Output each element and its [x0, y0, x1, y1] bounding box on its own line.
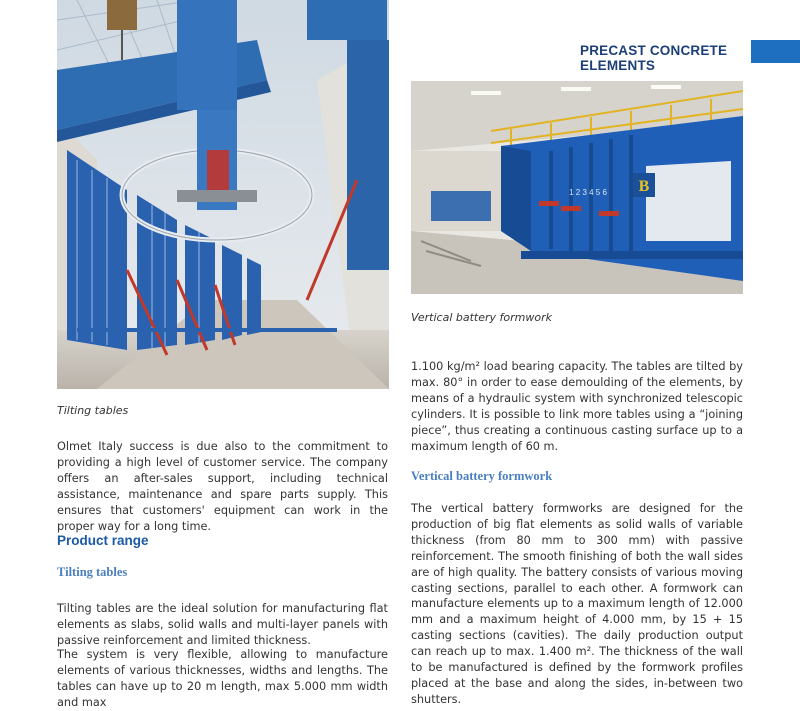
product-range-heading: Product range: [57, 533, 149, 548]
vertical-battery-caption: Vertical battery formwork: [411, 311, 552, 324]
vertical-battery-photo: [411, 81, 743, 294]
battery-letter-label: B: [638, 178, 650, 195]
battery-number-label: 1 2 3 4 5 6: [569, 188, 607, 197]
tilting-tables-heading: Tilting tables: [57, 565, 128, 579]
tilting-tables-caption: Tilting tables: [57, 404, 129, 417]
header-accent-bar: [751, 40, 800, 63]
tilting-tables-paragraph: Tilting tables are the ideal solution for manufacturing flat elements as slabs, solid walls and multi-layer panels with passive reinforcement and limited thickness.: [57, 602, 388, 647]
intro-paragraph: Olmet Italy success is due also to the commitment to providing a high level of customer service. The company offers an after-sales support, including technical assistance, maintenance and spare parts supply. This ensures that customers' equipment can work in the proper way for a long time.: [57, 440, 388, 533]
section-title: PRECAST CONCRETE ELEMENTS: [580, 43, 728, 73]
flexibility-paragraph: The system is very flexible, allowing to manufacture elements of various thicknesses, widths and lengths. The tables can have up to 20 m length, max 5.000 mm width and max: [57, 648, 388, 709]
vertical-battery-heading: Vertical battery formwork: [411, 469, 553, 483]
tilting-tables-photo: [57, 0, 389, 389]
vertical-battery-paragraph: The vertical battery formworks are designed for the production of big flat elements as solid walls of variable thickness (from 80 mm to 300 mm) with passive reinforcement. The smooth finishing of both the wall sides are of high quality. The battery consists of various moving casting sections, parallel to each other. A formwork can manufacture elements up to a maximum length of 12.000 mm and a maximum height of 4.000 mm, by 15 + 15 casting sections (cavities). The daily production output can reach up to max. 1.400 m². The thickness of the wall to be manufactured is defined by the formwork profiles placed at the base and along the sides, in-between two shutters.: [411, 502, 743, 706]
load-capacity-paragraph: 1.100 kg/m² load bearing capacity. The tables are tilted by max. 80° in order to ease demoulding of the elements, by means of a hydraulic system with synchronized telescopic cylinders. It is possible to link more tables using a “joining piece”, thus creating a continuous casting surface up to a maximum length of 60 m.: [411, 360, 743, 453]
